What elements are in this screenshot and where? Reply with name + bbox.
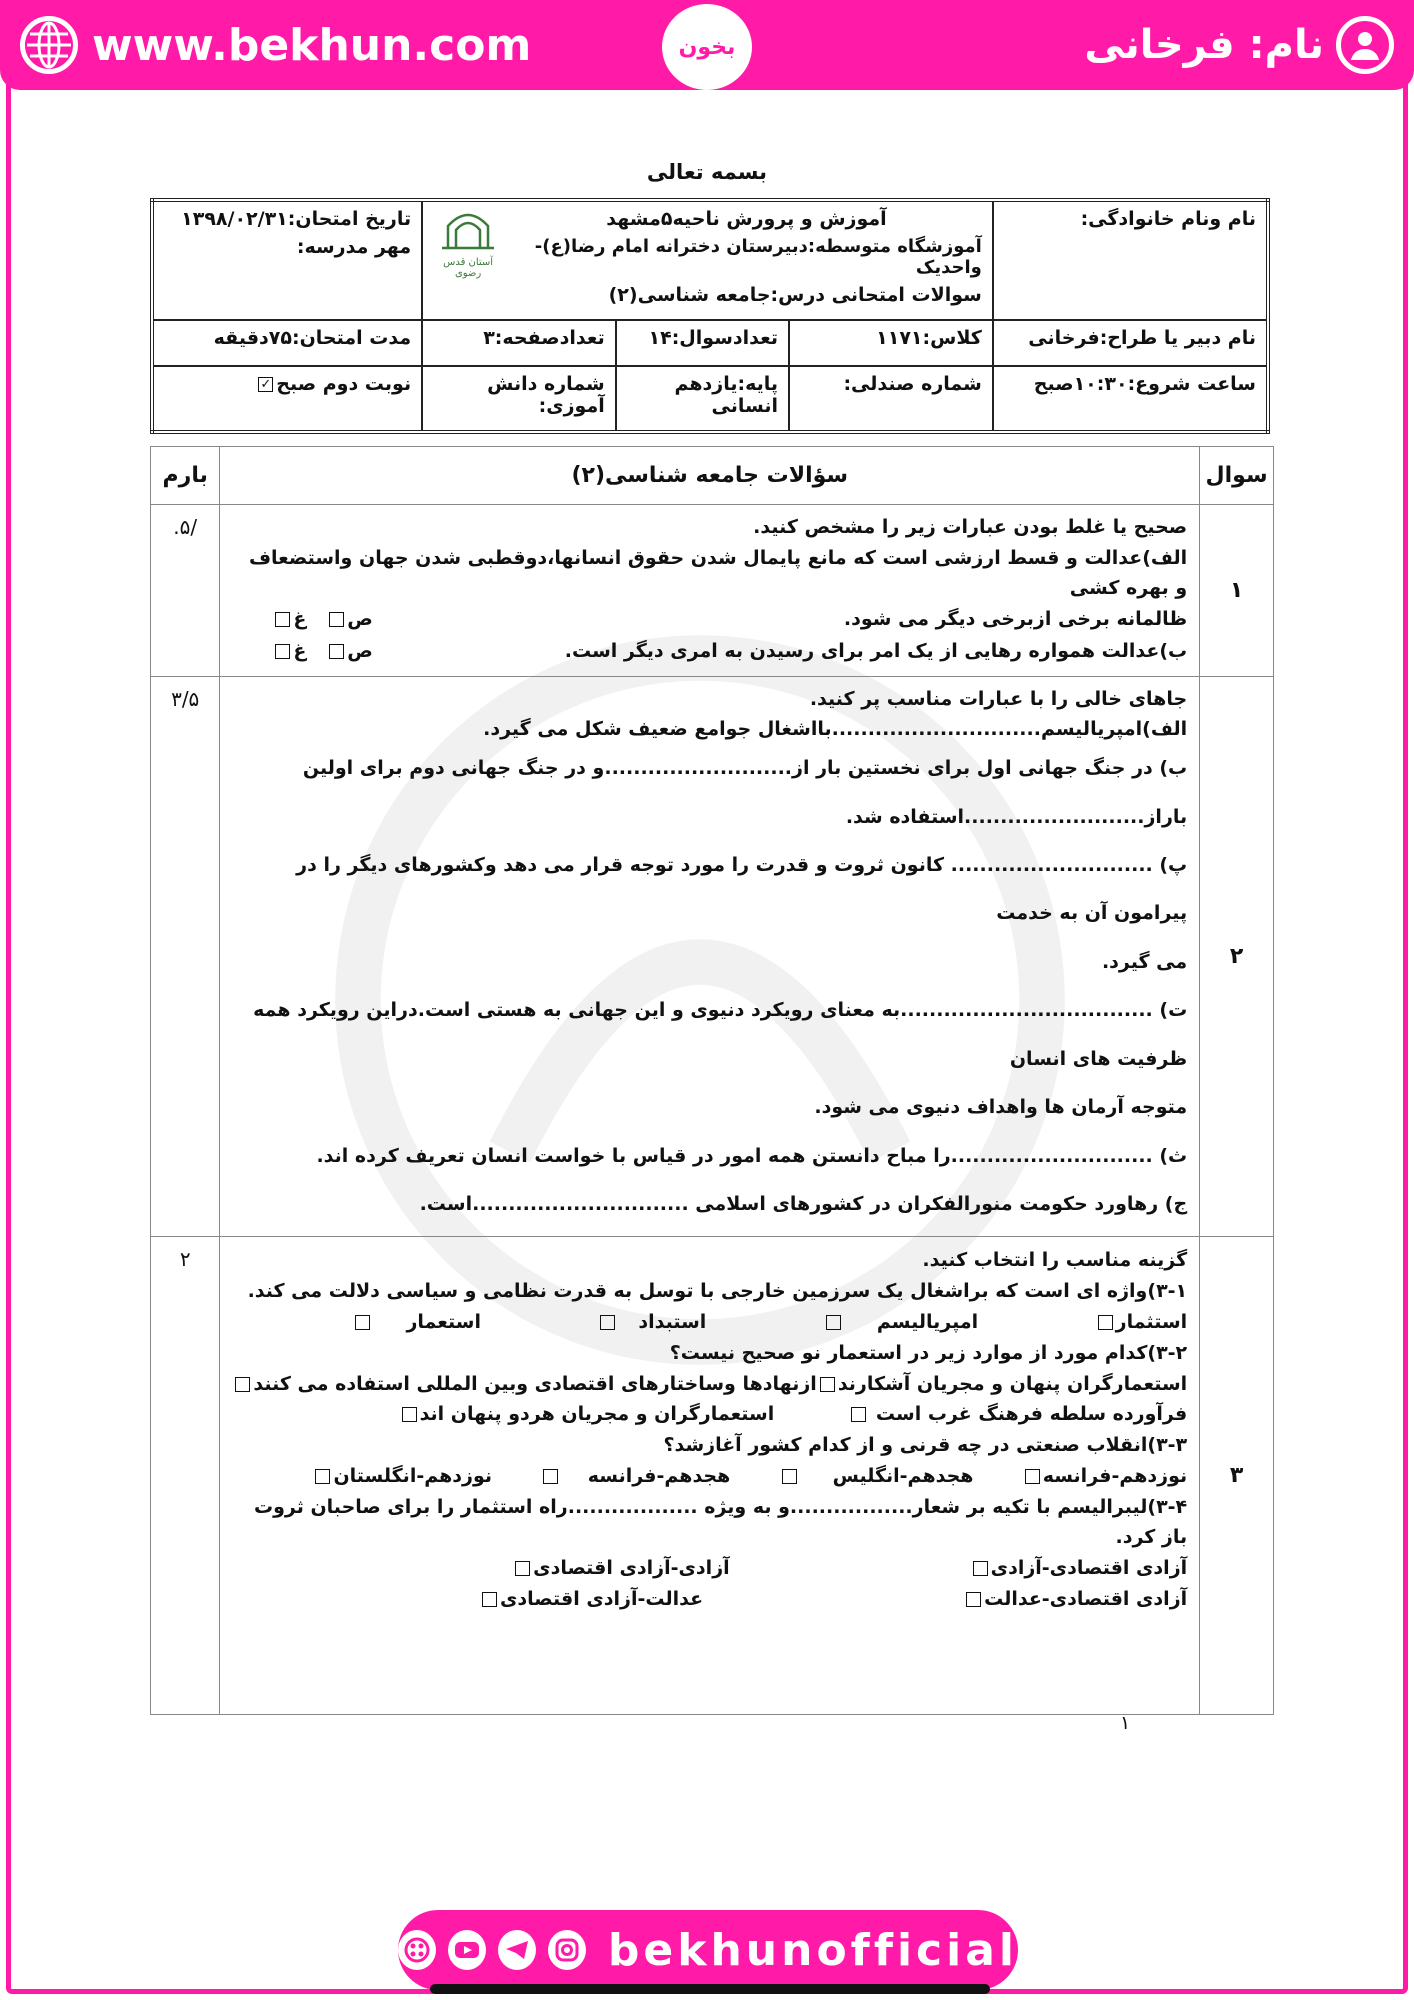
start-time: ساعت شروع:۱۰:۳۰صبح bbox=[993, 366, 1268, 432]
q3-3-option[interactable] bbox=[312, 1461, 492, 1492]
q3-4-option-checkbox[interactable] bbox=[515, 1561, 530, 1576]
bar-shadow bbox=[430, 1984, 990, 1994]
instagram-icon[interactable] bbox=[548, 1930, 586, 1970]
q3-3-option-label: هجدهم-انگلیس bbox=[832, 1464, 974, 1487]
q3-4-option-checkbox[interactable] bbox=[973, 1561, 988, 1576]
aparat-icon[interactable] bbox=[398, 1930, 436, 1970]
q3-title: گزینه مناسب را انتخاب کنید. bbox=[922, 1249, 1188, 1272]
site-url[interactable]: www.bekhun.com bbox=[92, 19, 532, 71]
q2-p-line1: پ) ............................ کانون ثروت و قدرت را مورد توجه قرار می دهد وکشورهای دیگر را در پیرامون آن به خدمت bbox=[296, 853, 1188, 925]
q2-body bbox=[220, 677, 1200, 1237]
org-name: آموزش و پرورش ناحیه۵مشهد bbox=[606, 208, 887, 230]
q3-2-option-checkbox[interactable] bbox=[235, 1377, 250, 1392]
social-bar bbox=[398, 1910, 1018, 1990]
q3-1-option-checkbox[interactable] bbox=[826, 1315, 841, 1330]
q3-4-option-label: آزادی-آزادی اقتصادی bbox=[533, 1557, 730, 1580]
bekhun-logo-text: بخون bbox=[678, 34, 736, 60]
student-number: شماره دانش آموزی: bbox=[422, 366, 616, 432]
banner-site[interactable] bbox=[20, 12, 531, 78]
q3-1-options bbox=[232, 1307, 1187, 1338]
q1-number: ۱ bbox=[1200, 505, 1274, 677]
date-cell bbox=[152, 200, 422, 320]
q3-3-options bbox=[232, 1461, 1187, 1492]
q3-4-options-row2 bbox=[232, 1584, 1187, 1615]
q3-1-option-label: استبداد bbox=[638, 1310, 707, 1333]
q3-2-option-label: استعمارگران و مجریان هردو پنهان اند bbox=[419, 1403, 775, 1426]
q1-a-options bbox=[272, 605, 372, 634]
q3-2-option-label: ازنهادها وساختارهای اقتصادی وبین المللی استفاده می کنند bbox=[253, 1372, 817, 1395]
q3-3-option-checkbox[interactable] bbox=[543, 1469, 558, 1484]
q3-3-option-checkbox[interactable] bbox=[315, 1469, 330, 1484]
q3-3-option-checkbox[interactable] bbox=[1025, 1469, 1040, 1484]
top-banner bbox=[0, 0, 1414, 90]
q3-4-option-label: عدالت-آزادی اقتصادی bbox=[500, 1587, 704, 1610]
q3-2-option[interactable] bbox=[848, 1399, 1187, 1430]
q3-4-option[interactable] bbox=[970, 1553, 1188, 1584]
seat-number: شماره صندلی: bbox=[789, 366, 993, 432]
q1-body bbox=[220, 505, 1200, 677]
q2-title: جاهای خالی را با عبارات مناسب پر کنید. bbox=[809, 688, 1188, 711]
col-question-header: سوال bbox=[1200, 447, 1274, 505]
q1-b-true-checkbox[interactable] bbox=[329, 644, 344, 659]
q2-number: ۲ bbox=[1200, 677, 1274, 1237]
q3-4-option-checkbox[interactable] bbox=[482, 1592, 497, 1607]
q3-4-option[interactable] bbox=[479, 1584, 703, 1615]
q3-3-option[interactable] bbox=[1022, 1461, 1187, 1492]
school-seal: مهر مدرسه: bbox=[296, 236, 412, 258]
social-handle[interactable]: bekhunofficial bbox=[607, 1924, 1018, 1976]
q2-t-line2: متوجه آرمان ها واهداف دنیوی می شود. bbox=[814, 1096, 1188, 1119]
q1-title: صحیح یا غلط بودن عبارات زیر را مشخص کنید. bbox=[753, 516, 1188, 538]
q3-2-option[interactable] bbox=[817, 1369, 1187, 1400]
shift-checkbox[interactable] bbox=[258, 377, 273, 392]
q3-2-text: ۳-۲)کدام مورد از موارد زیر در استعمار نو صحیح نیست؟ bbox=[669, 1341, 1188, 1364]
user-icon bbox=[1336, 16, 1394, 74]
q3-3-option[interactable] bbox=[779, 1461, 974, 1492]
q2-score: ۳/۵ bbox=[151, 677, 220, 1237]
q3-4-option-label: آزادی اقتصادی-آزادی bbox=[990, 1557, 1188, 1580]
q3-3-option[interactable] bbox=[540, 1461, 730, 1492]
q3-number: ۳ bbox=[1200, 1237, 1274, 1715]
q3-4-option-label: آزادی اقتصادی-عدالت bbox=[984, 1587, 1188, 1610]
q3-4-options-row1 bbox=[232, 1553, 1187, 1584]
q1-score: /۵. bbox=[151, 505, 220, 677]
q3-3-option-label: نوزدهم-انگلستان bbox=[333, 1464, 493, 1487]
question-count: تعدادسوال:۱۴ bbox=[616, 320, 789, 366]
banner-name bbox=[1084, 12, 1394, 78]
school-info-cell bbox=[422, 200, 993, 320]
q1-a-false-label: غ bbox=[293, 608, 307, 631]
q1-a-true-checkbox[interactable] bbox=[329, 612, 344, 627]
q3-4-option[interactable] bbox=[512, 1553, 730, 1584]
q3-4-option-checkbox[interactable] bbox=[966, 1592, 981, 1607]
q3-1-option-checkbox[interactable] bbox=[1098, 1315, 1113, 1330]
q3-1-option-label: استعمار bbox=[406, 1310, 481, 1333]
page-count: تعدادصفحه:۳ bbox=[422, 320, 616, 366]
q1-a-line1: الف)عدالت و قسط ارزشی است که مانع پایمال شدن حقوق انسانها،دوقطبی شدن جهان واستضعاف و بهره کشی bbox=[248, 547, 1188, 599]
question-row-3 bbox=[151, 1237, 1274, 1715]
q2-s: ث) ............................را مباح دانستن همه امور در قیاس با خواست انسان تعریف کرده اند. bbox=[316, 1144, 1188, 1167]
q2-a: الف)امپریالیسم.............................بااشغال جوامع ضعیف شکل می گیرد. bbox=[483, 717, 1188, 740]
q3-2-option[interactable] bbox=[232, 1369, 816, 1400]
class: کلاس:۱۱۷۱ bbox=[789, 320, 993, 366]
shift-cell bbox=[152, 366, 422, 432]
exam-header-table bbox=[150, 198, 1270, 434]
student-name-cell bbox=[993, 200, 1268, 320]
shift-label: نوبت دوم صبح bbox=[276, 373, 412, 395]
q3-1-option[interactable] bbox=[823, 1307, 978, 1338]
q3-2-option-checkbox[interactable] bbox=[820, 1377, 835, 1392]
q3-2-option-checkbox[interactable] bbox=[851, 1407, 866, 1422]
student-name-label: نام ونام خانوادگی: bbox=[1080, 208, 1256, 230]
q3-1-option-checkbox[interactable] bbox=[355, 1315, 370, 1330]
q3-body bbox=[220, 1237, 1200, 1715]
q3-1-option-label: امپریالیسم bbox=[876, 1310, 979, 1333]
q1-b-true-label: ص bbox=[347, 639, 373, 662]
question-row-1 bbox=[151, 505, 1274, 677]
youtube-icon[interactable] bbox=[448, 1930, 486, 1970]
page-number: ۱ bbox=[1120, 1712, 1131, 1734]
q3-score: ۲ bbox=[151, 1237, 220, 1715]
bismillah: بسمه تعالی bbox=[646, 160, 768, 184]
q3-2-option[interactable] bbox=[399, 1399, 775, 1430]
q2-b-line2: باراز.........................استفاده شد. bbox=[845, 805, 1188, 828]
col-score-header: بارم bbox=[151, 447, 220, 505]
q3-1-option[interactable] bbox=[352, 1307, 481, 1338]
q3-1-text: ۳-۱)واژه ای است که براشغال یک سرزمین خارجی با توسل به قدرت نظامی و سیاسی دلالت می کند. bbox=[247, 1280, 1188, 1303]
col-title-header: سؤالات جامعه شناسی(۲) bbox=[220, 447, 1200, 505]
school-name: آموزشگاه متوسطه:دبیرستان دخترانه امام رضا(ع)-واحدیک bbox=[534, 236, 982, 278]
q2-b-line1: ب) در جنگ جهانی اول برای نخستین بار از..........................و در جنگ جهانی دوم برای اولین bbox=[302, 757, 1188, 780]
q3-2-options-row1 bbox=[232, 1369, 1187, 1400]
grade: پایه:یازدهم انسانی bbox=[616, 366, 789, 432]
q1-a-false-checkbox[interactable] bbox=[275, 612, 290, 627]
q3-1-option[interactable] bbox=[1095, 1307, 1188, 1338]
duration: مدت امتحان:۷۵دقیقه bbox=[152, 320, 422, 366]
q1-b-text: ب)عدالت همواره رهایی از یک امر برای رسیدن به امری دیگر است. bbox=[564, 639, 1188, 662]
q2-j: ج) رهاورد حکومت منورالفکران در کشورهای اسلامی ..............................است. bbox=[419, 1193, 1188, 1215]
globe-icon bbox=[20, 16, 78, 74]
astan-logo-text: آستان قدس رضوی bbox=[443, 257, 494, 279]
q3-1-option-checkbox[interactable] bbox=[600, 1315, 615, 1330]
bekhun-logo bbox=[662, 4, 752, 90]
q3-2-option-checkbox[interactable] bbox=[402, 1407, 417, 1422]
q1-b-false-label: غ bbox=[293, 639, 307, 662]
questions-table bbox=[150, 446, 1274, 1715]
q3-2-options-row2 bbox=[232, 1399, 1187, 1430]
q1-b-false-checkbox[interactable] bbox=[275, 644, 290, 659]
q3-3-option-label: نوزدهم-فرانسه bbox=[1042, 1464, 1188, 1487]
q2-t-line1: ت) ...................................به معنای رویکرد دنیوی و این جهانی به هستی است.دراین رویکرد همه ظرفیت های انسان bbox=[253, 999, 1188, 1070]
banner-name-text: نام: فرخانی bbox=[1084, 22, 1324, 68]
q3-3-option-checkbox[interactable] bbox=[782, 1469, 797, 1484]
q1-a-true-label: ص bbox=[347, 608, 373, 631]
q3-2-option-label: استعمارگران پنهان و مجریان آشکارند bbox=[837, 1372, 1188, 1395]
q3-4-option[interactable] bbox=[963, 1584, 1187, 1615]
exam-date: تاریخ امتحان:۱۳۹۸/۰۲/۳۱ bbox=[181, 208, 412, 230]
q1-b-options bbox=[272, 637, 372, 666]
q3-3-option-label: هجدهم-فرانسه bbox=[587, 1464, 731, 1487]
q3-2-option-label: فرآورده سلطه فرهنگ غرب است bbox=[875, 1403, 1188, 1426]
q3-1-option[interactable] bbox=[597, 1307, 706, 1338]
q3-1-option-label: استثمار bbox=[1115, 1310, 1188, 1333]
teacher: نام دبیر یا طراح:فرخانی bbox=[993, 320, 1268, 366]
q3-3-text: ۳-۳)انقلاب صنعتی در چه قرنی و از کدام کشور آغازشد؟ bbox=[663, 1434, 1188, 1457]
shrine-icon bbox=[438, 208, 498, 252]
question-row-2 bbox=[151, 677, 1274, 1237]
q2-p-line2: می گیرد. bbox=[1101, 950, 1188, 973]
astan-logo bbox=[433, 208, 503, 306]
q1-a-line2: ظالمانه برخی ازبرخی دیگر می شود. bbox=[843, 608, 1188, 631]
exam-title: سوالات امتحانی درس:جامعه شناسی(۲) bbox=[608, 284, 982, 306]
q3-4-text: ۳-۴)لیبرالیسم با تکیه بر شعار.................و به ویژه ..................راه استثمار را برای صاحبان ثروت باز کرد. bbox=[253, 1495, 1188, 1549]
telegram-icon[interactable] bbox=[498, 1930, 536, 1970]
